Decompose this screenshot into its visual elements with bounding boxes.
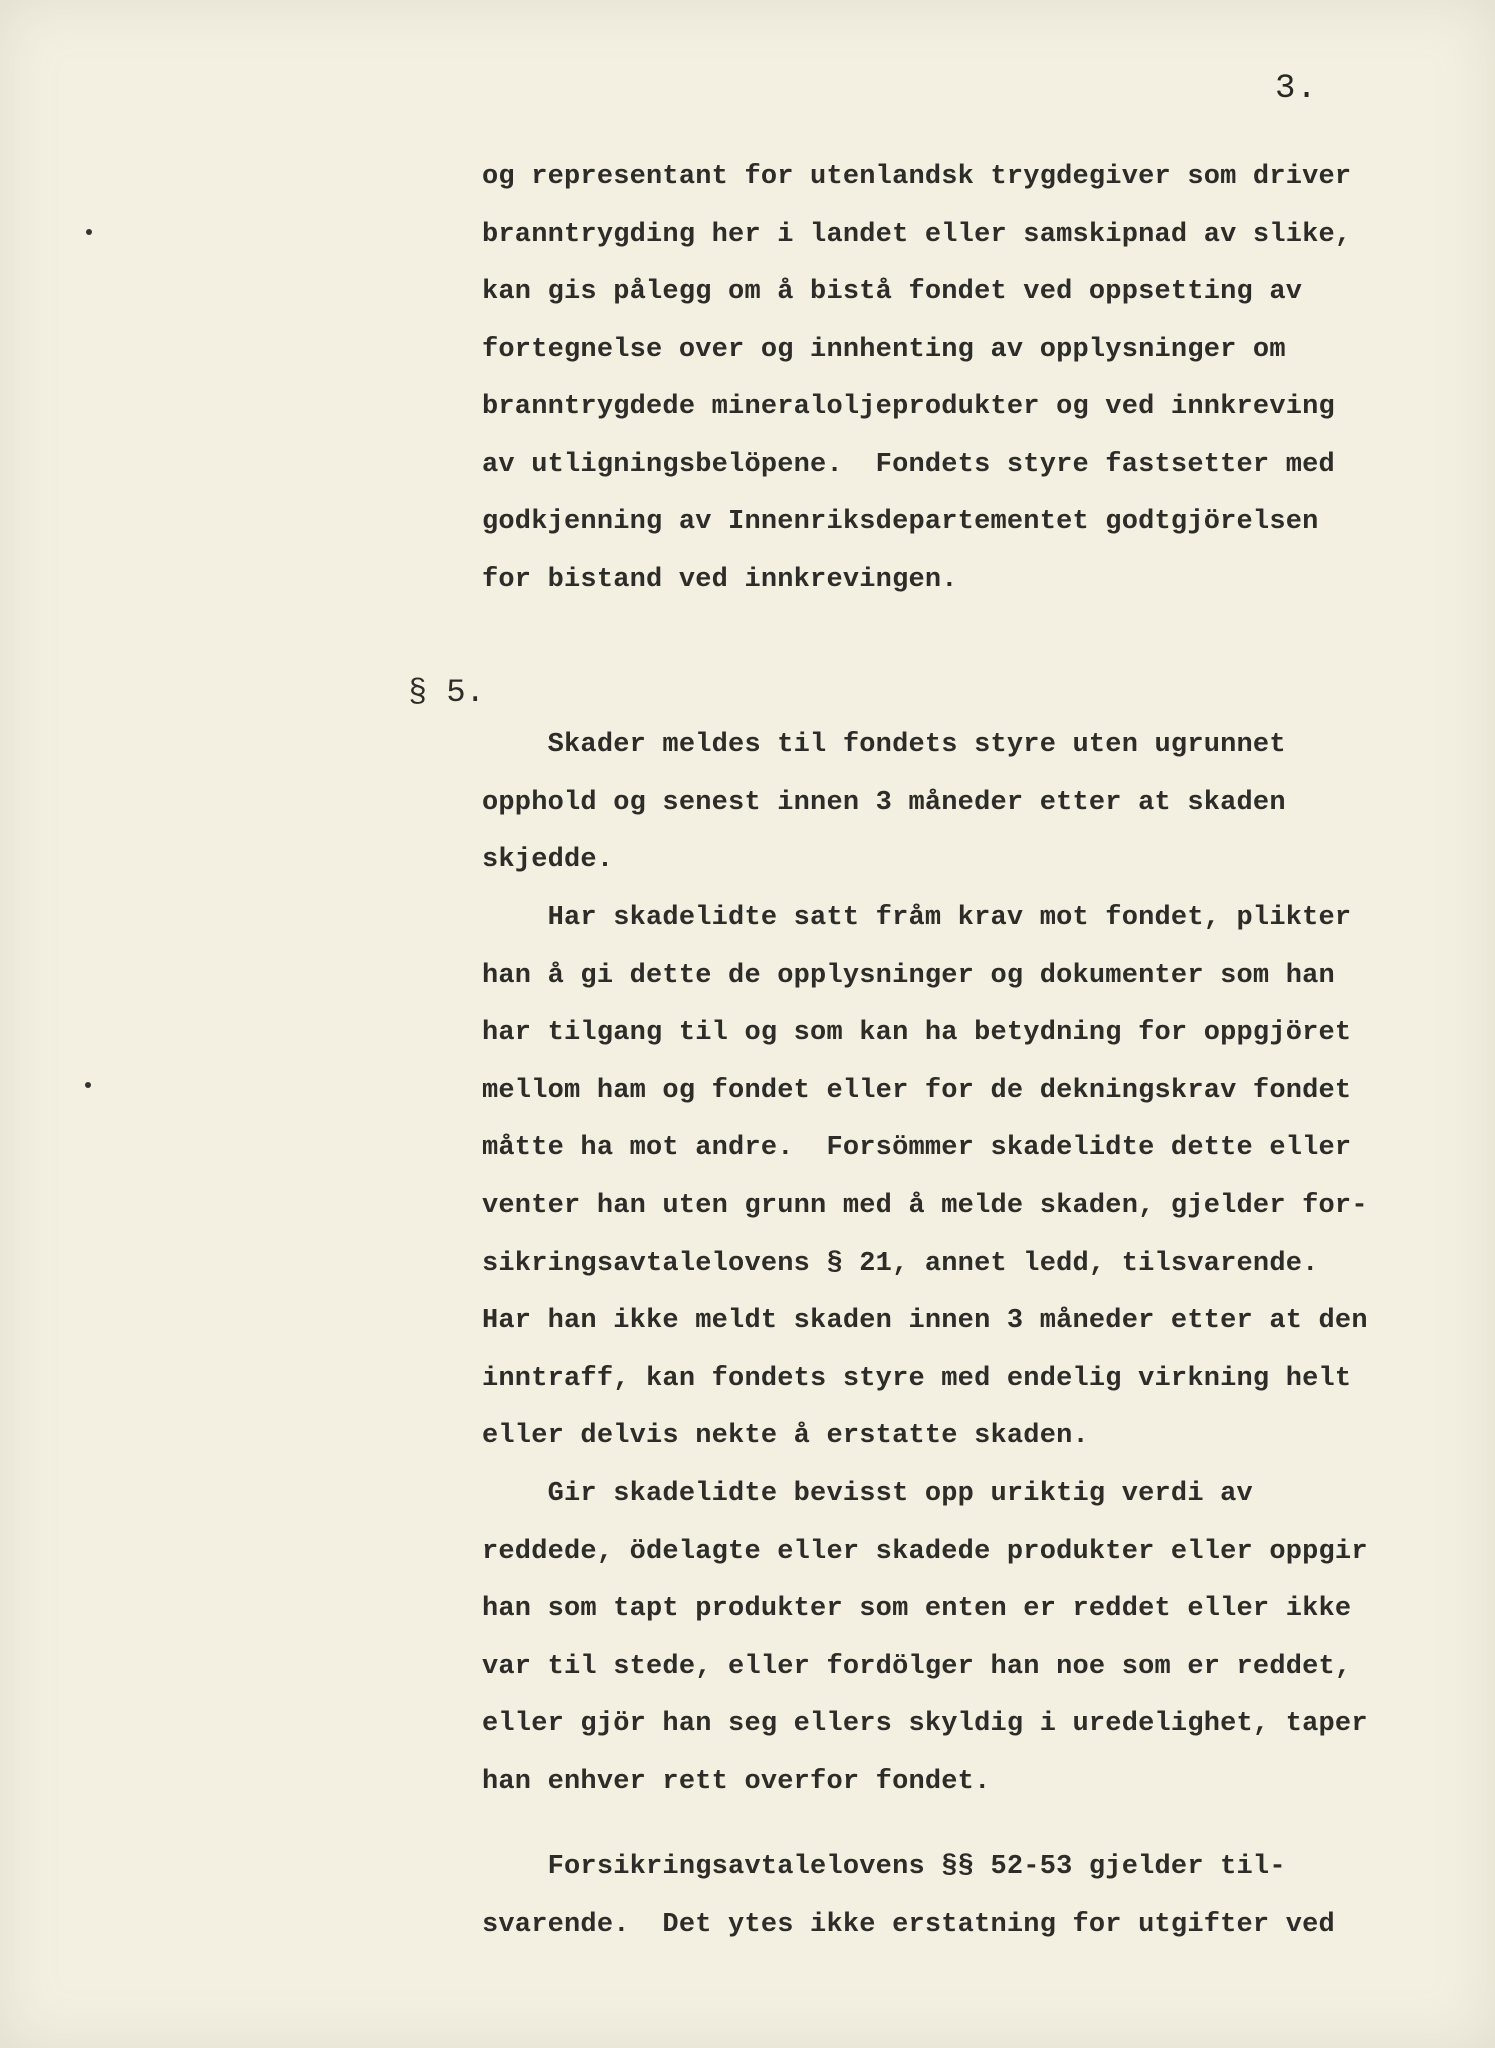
margin-mark [85,1082,91,1088]
text-line: eller gjör han seg ellers skyldig i uredelighet, taper [482,1709,1368,1739]
text-line: Har han ikke meldt skaden innen 3 måneder etter at den [482,1306,1368,1336]
text-line: Har skadelidte satt fråm krav mot fondet, plikter [482,903,1352,933]
text-line: skjedde. [482,845,614,875]
text-line: og representant for utenlandsk trygdegiver som driver [482,162,1352,192]
text-line: mellom ham og fondet eller for de dekningskrav fondet [482,1076,1352,1106]
text-line: inntraff, kan fondets styre med endelig virkning helt [482,1364,1352,1394]
text-line: venter han uten grunn med å melde skaden, gjelder for- [482,1191,1368,1221]
text-line: reddede, ödelagte eller skadede produkter eller oppgir [482,1537,1368,1567]
text-line: eller delvis nekte å erstatte skaden. [482,1421,1089,1451]
margin-mark [86,229,92,235]
text-line: sikringsavtalelovens § 21, annet ledd, tilsvarende. [482,1249,1319,1279]
text-line: branntrygdede mineraloljeprodukter og ved innkreving [482,392,1335,422]
text-line: var til stede, eller fordölger han noe som er reddet, [482,1652,1352,1682]
text-line: Forsikringsavtalelovens §§ 52-53 gjelder til- [482,1852,1286,1882]
text-line: han enhver rett overfor fondet. [482,1767,991,1797]
text-line: branntrygding her i landet eller samskipnad av slike, [482,220,1352,250]
section-heading: § 5. [408,674,485,711]
text-line: av utligningsbelöpene. Fondets styre fastsetter med [482,450,1335,480]
text-line: har tilgang til og som kan ha betydning for oppgjöret [482,1018,1352,1048]
text-line: Gir skadelidte bevisst opp uriktig verdi av [482,1479,1253,1509]
text-line: svarende. Det ytes ikke erstatning for utgifter ved [482,1910,1335,1940]
text-line: kan gis pålegg om å bistå fondet ved oppsetting av [482,277,1303,307]
text-line: han å gi dette de opplysninger og dokumenter som han [482,961,1335,991]
text-line: godkjenning av Innenriksdepartementet godtgjörelsen [482,507,1319,537]
page-number: 3. [1275,70,1318,108]
text-line: for bistand ved innkrevingen. [482,565,958,595]
text-line: Skader meldes til fondets styre uten ugrunnet [482,730,1286,760]
text-line: fortegnelse over og innhenting av opplysninger om [482,335,1286,365]
text-line: han som tapt produkter som enten er reddet eller ikke [482,1594,1352,1624]
text-line: opphold og senest innen 3 måneder etter at skaden [482,788,1286,818]
text-line: måtte ha mot andre. Forsömmer skadelidte dette eller [482,1133,1352,1163]
